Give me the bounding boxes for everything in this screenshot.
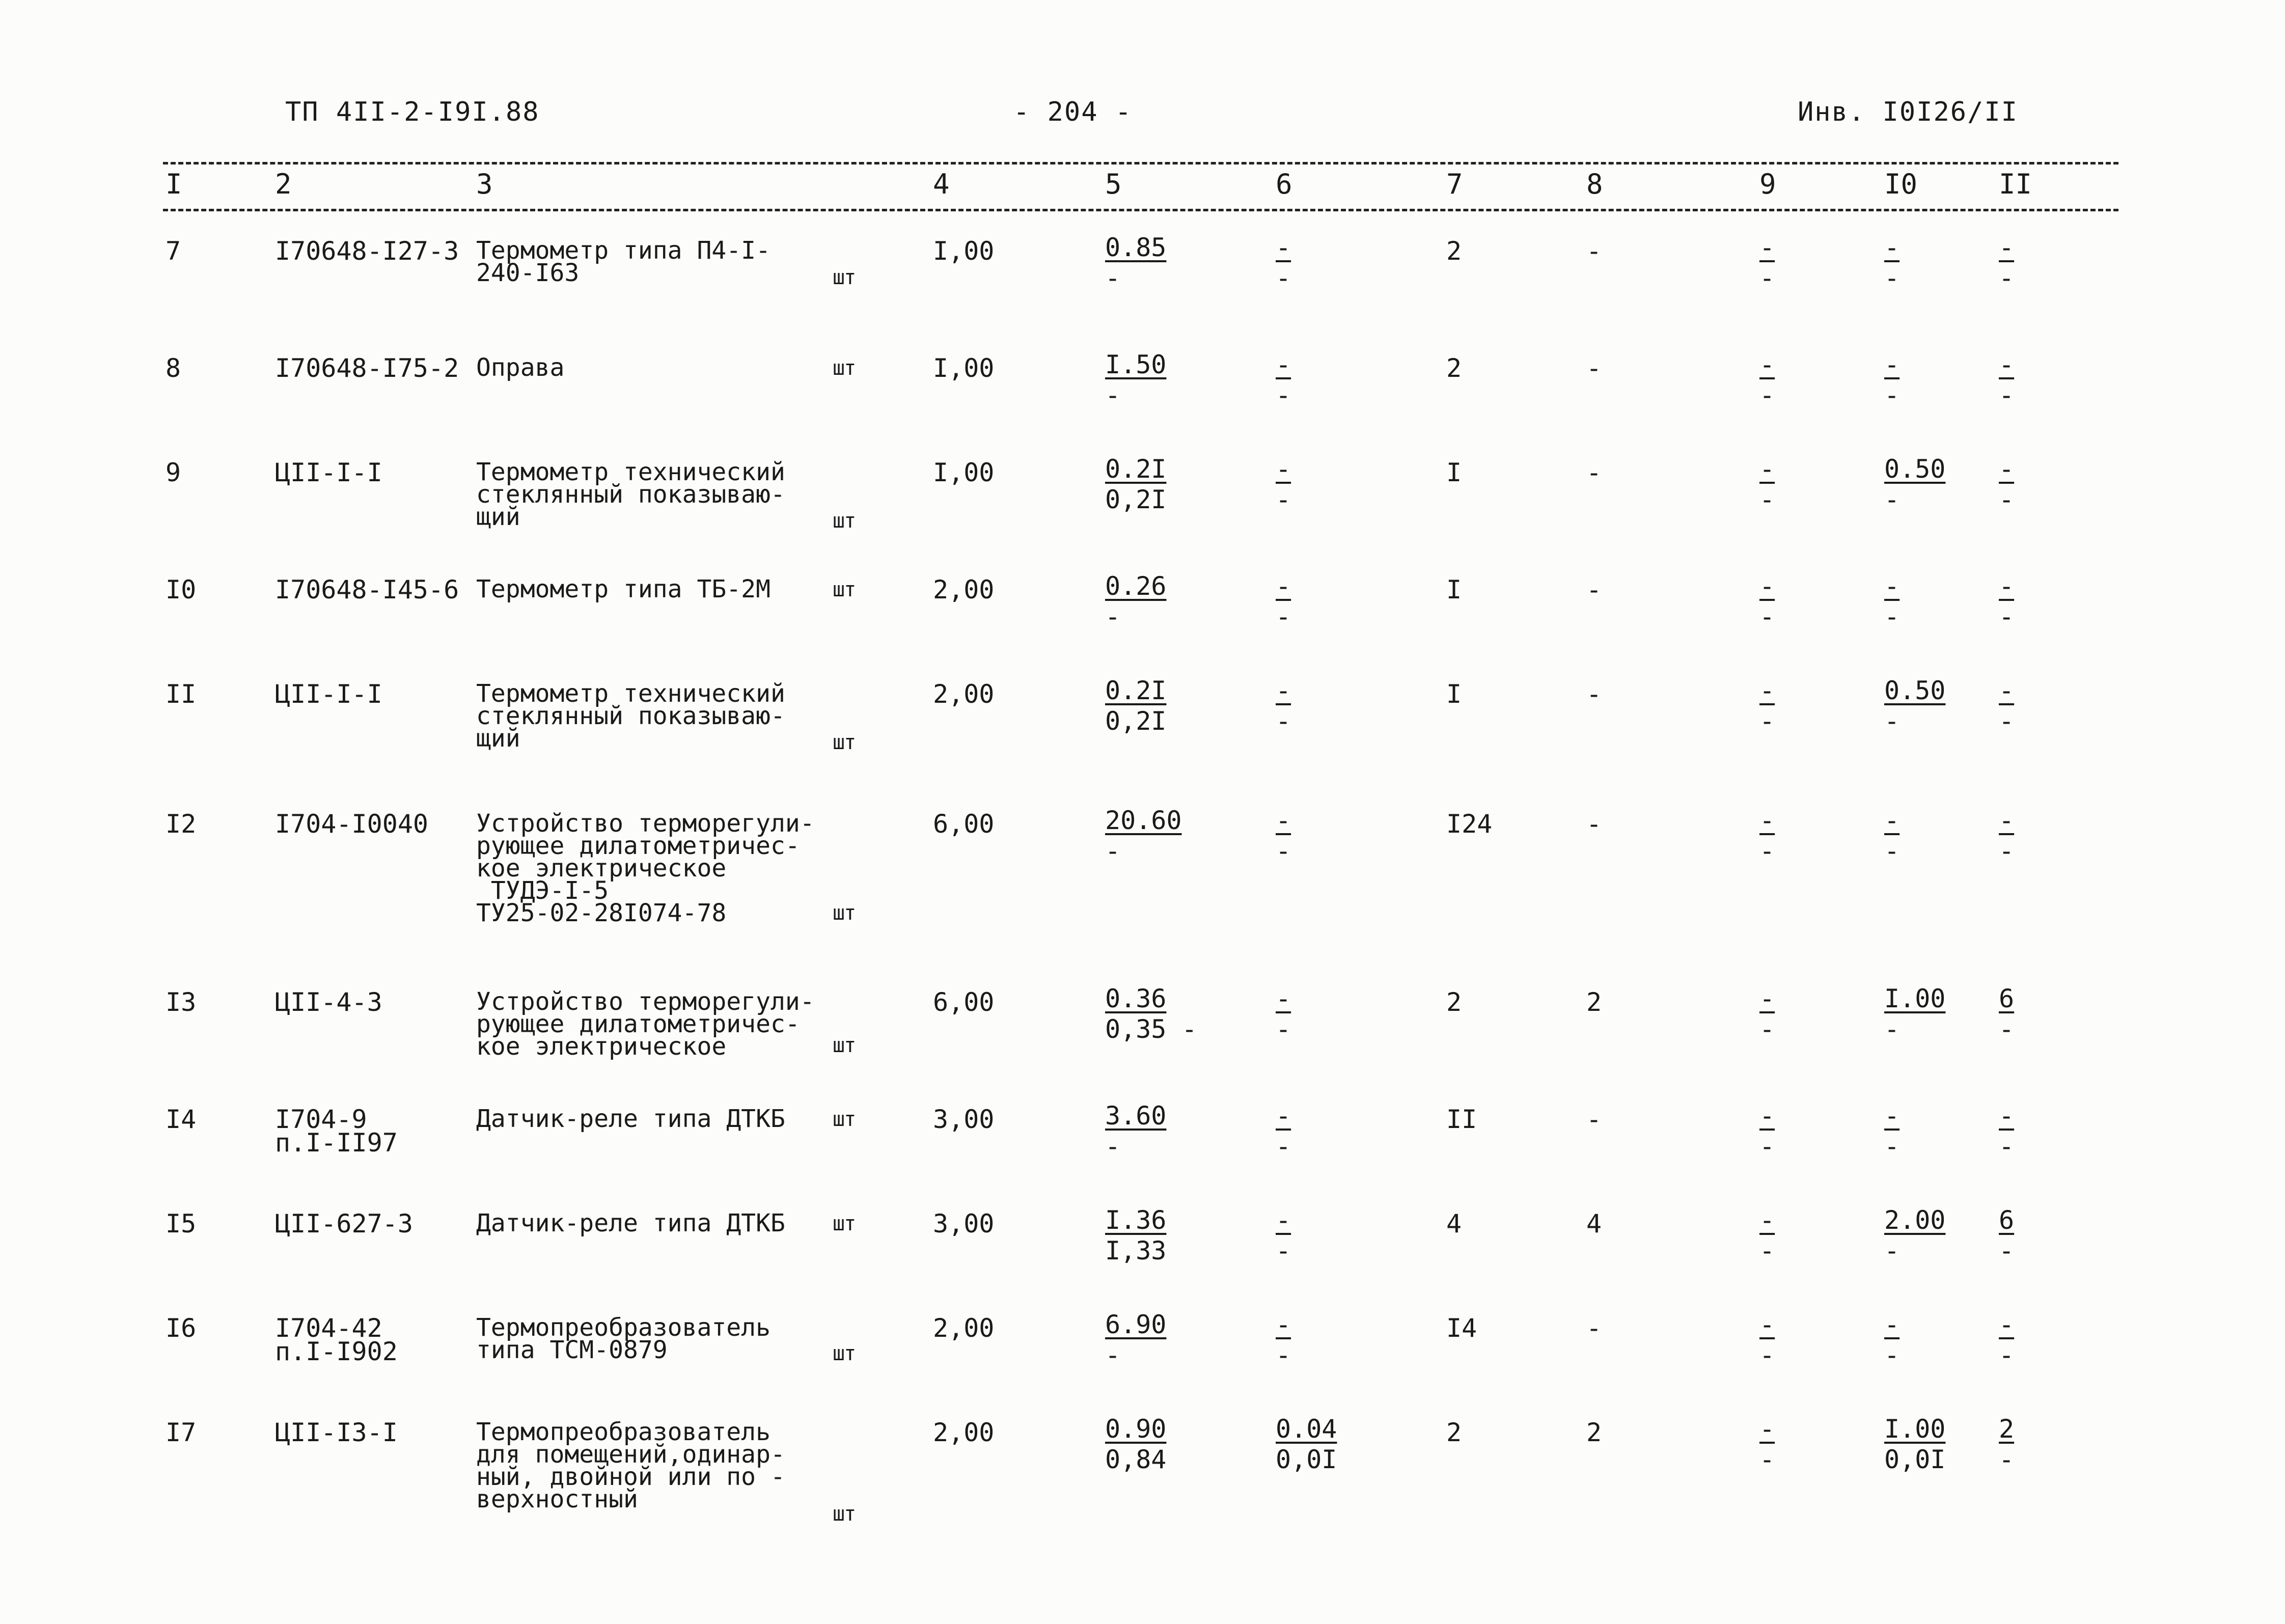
- col9-fraction: [1759, 805, 1775, 866]
- col6-fraction: [1276, 1100, 1291, 1162]
- col6-fraction-top: -: [1276, 676, 1291, 705]
- col6-fraction: [1276, 232, 1291, 293]
- col9-fraction: [1759, 1205, 1775, 1266]
- col10-fraction-top: -: [1884, 806, 1900, 835]
- inventory-number: Инв. I0I26/II: [1798, 97, 2018, 127]
- column-number: II: [1999, 168, 2032, 200]
- col6-fraction-bottom: 0,0I: [1276, 1445, 1337, 1474]
- row-number: I3: [166, 987, 197, 1017]
- col10-fraction-bottom: -: [1884, 1132, 1900, 1161]
- col10-fraction-top: I.00: [1884, 1414, 1946, 1444]
- col10-fraction: [1884, 675, 1945, 736]
- quantity: 3,00: [933, 1209, 995, 1238]
- col6-fraction-top: 0.04: [1276, 1414, 1337, 1444]
- col8-value: -: [1586, 679, 1602, 709]
- col11-fraction-bottom: -: [1999, 706, 2015, 736]
- col6-fraction-bottom: -: [1276, 706, 1291, 736]
- cost-fraction: [1105, 454, 1166, 515]
- col11-fraction-bottom: -: [1999, 380, 2015, 410]
- cost-fraction: [1105, 1414, 1166, 1475]
- col9-fraction: [1759, 675, 1775, 736]
- quantity: I,00: [933, 353, 995, 383]
- col9-fraction-top: -: [1759, 350, 1775, 379]
- col7-value: 2: [1446, 987, 1462, 1017]
- col10-fraction: [1884, 571, 1899, 632]
- unit-label: шт: [833, 356, 856, 380]
- item-name: Термопреобразователь типа ТСМ-0879: [476, 1313, 770, 1364]
- quantity: 6,00: [933, 809, 995, 839]
- cost-fraction-top: 0.2I: [1105, 454, 1167, 484]
- column-number: I: [166, 168, 182, 200]
- col10-fraction-bottom: -: [1884, 380, 1900, 410]
- col6-fraction: [1276, 805, 1291, 866]
- col6-fraction-bottom: -: [1276, 1014, 1291, 1044]
- item-code: I704-9 п.I-II97: [275, 1105, 398, 1158]
- quantity: 2,00: [933, 1313, 995, 1343]
- col6-fraction-bottom: -: [1276, 380, 1291, 410]
- col6-fraction-bottom: -: [1276, 836, 1291, 866]
- cost-fraction: [1105, 805, 1182, 866]
- col11-fraction-bottom: -: [1999, 1445, 2015, 1474]
- col10-fraction-bottom: -: [1884, 1236, 1900, 1265]
- item-name: Устройство терморегули- рующее дилатометричес- кое электрическое: [476, 987, 815, 1061]
- quantity: 2,00: [933, 575, 995, 604]
- col8-value: -: [1586, 809, 1602, 839]
- col6-fraction: [1276, 571, 1291, 632]
- col6-fraction: [1276, 983, 1291, 1044]
- col9-fraction-top: -: [1759, 1101, 1775, 1131]
- col10-fraction-top: 2.00: [1884, 1205, 1946, 1235]
- row-number: I2: [166, 809, 197, 839]
- header-rule-bottom: [163, 209, 2118, 211]
- col9-fraction-bottom: -: [1759, 380, 1775, 410]
- item-name: Термометр технический стеклянный показываю- щий: [476, 458, 785, 531]
- col11-fraction-bottom: -: [1999, 836, 2015, 866]
- item-name: Термометр типа П4-I- 240-I63: [476, 236, 770, 287]
- cost-fraction: [1105, 1309, 1166, 1370]
- col11-fraction: [1999, 454, 2014, 515]
- col8-value: -: [1586, 575, 1602, 604]
- col9-fraction: [1759, 349, 1775, 410]
- col11-fraction: [1999, 1309, 2014, 1370]
- col10-fraction: [1884, 805, 1899, 866]
- unit-label: шт: [833, 509, 856, 533]
- col7-value: I: [1446, 679, 1462, 709]
- item-code: ЦII-I-I: [275, 458, 382, 487]
- col10-fraction-bottom: -: [1884, 485, 1900, 514]
- col6-fraction: [1276, 1205, 1291, 1266]
- unit-label: шт: [833, 731, 856, 754]
- col9-fraction: [1759, 454, 1775, 515]
- item-code: I704-I0040: [275, 809, 429, 839]
- col10-fraction-top: I.00: [1884, 984, 1946, 1013]
- cost-fraction: [1105, 675, 1166, 736]
- col9-fraction: [1759, 1414, 1775, 1475]
- cost-fraction-top: 3.60: [1105, 1101, 1167, 1131]
- item-code: I70648-I27-3: [275, 236, 459, 266]
- cost-fraction-top: I.36: [1105, 1205, 1167, 1235]
- col10-fraction-top: 0.50: [1884, 676, 1946, 705]
- col9-fraction-top: -: [1759, 454, 1775, 484]
- col11-fraction-top: -: [1999, 1310, 2015, 1339]
- row-number: I6: [166, 1313, 197, 1343]
- cost-fraction-bottom: -: [1105, 380, 1121, 410]
- col9-fraction: [1759, 983, 1775, 1044]
- cost-fraction-bottom: I,33: [1105, 1236, 1167, 1265]
- cost-fraction: [1105, 983, 1197, 1044]
- col6-fraction: [1276, 1309, 1291, 1370]
- column-number: 8: [1586, 168, 1603, 200]
- column-number: I0: [1884, 168, 1918, 200]
- col11-fraction-bottom: -: [1999, 602, 2015, 631]
- col8-value: 4: [1586, 1209, 1602, 1238]
- cost-fraction-bottom: 0,84: [1105, 1445, 1167, 1474]
- column-number: 9: [1759, 168, 1776, 200]
- col9-fraction-top: -: [1759, 984, 1775, 1013]
- col6-fraction-bottom: -: [1276, 602, 1291, 631]
- col6-fraction-bottom: -: [1276, 1236, 1291, 1265]
- col6-fraction-top: -: [1276, 454, 1291, 484]
- col9-fraction-bottom: -: [1759, 1014, 1775, 1044]
- col8-value: -: [1586, 1105, 1602, 1134]
- cost-fraction-top: I.50: [1105, 350, 1167, 379]
- item-name: Термопреобразователь для помещений,одинар- ный, двойной или по - верхностный: [476, 1418, 785, 1513]
- col8-value: -: [1586, 236, 1602, 266]
- cost-fraction-bottom: -: [1105, 602, 1121, 631]
- col9-fraction-bottom: -: [1759, 602, 1775, 631]
- col8-value: 2: [1586, 1418, 1602, 1447]
- item-code: I70648-I45-6: [275, 575, 459, 604]
- col10-fraction-bottom: 0,0I: [1884, 1445, 1946, 1474]
- col11-fraction: [1999, 1100, 2014, 1162]
- row-number: I5: [166, 1209, 197, 1238]
- cost-fraction-bottom: 0,35 -: [1105, 1014, 1197, 1044]
- col11-fraction-bottom: -: [1999, 485, 2015, 514]
- col9-fraction-bottom: -: [1759, 263, 1775, 293]
- cost-fraction: [1105, 349, 1166, 410]
- col10-fraction: [1884, 983, 1945, 1044]
- col10-fraction-top: -: [1884, 233, 1900, 262]
- col11-fraction: [1999, 983, 2014, 1044]
- col11-fraction-top: -: [1999, 806, 2015, 835]
- cost-fraction-top: 20.60: [1105, 806, 1182, 835]
- item-code: ЦII-I3-I: [275, 1418, 398, 1447]
- row-number: I7: [166, 1418, 197, 1447]
- page-number: - 204 -: [1013, 97, 1133, 127]
- cost-fraction-bottom: -: [1105, 1132, 1121, 1161]
- col6-fraction-top: -: [1276, 806, 1291, 835]
- col6-fraction-bottom: -: [1276, 485, 1291, 514]
- cost-fraction-bottom: -: [1105, 836, 1121, 866]
- col7-value: I: [1446, 575, 1462, 604]
- col11-fraction-top: 2: [1999, 1414, 2015, 1444]
- col11-fraction-top: -: [1999, 350, 2015, 379]
- col6-fraction-bottom: -: [1276, 1132, 1291, 1161]
- col10-fraction-bottom: -: [1884, 263, 1900, 293]
- header-rule-top: [163, 162, 2118, 164]
- col11-fraction: [1999, 232, 2014, 293]
- col11-fraction: [1999, 1414, 2014, 1475]
- col10-fraction-top: -: [1884, 1310, 1900, 1339]
- col9-fraction-top: -: [1759, 806, 1775, 835]
- col9-fraction-bottom: -: [1759, 1340, 1775, 1370]
- unit-label: шт: [833, 1342, 856, 1365]
- quantity: 3,00: [933, 1105, 995, 1134]
- col10-fraction-bottom: -: [1884, 836, 1900, 866]
- col10-fraction-bottom: -: [1884, 602, 1900, 631]
- col6-fraction-bottom: -: [1276, 1340, 1291, 1370]
- unit-label: шт: [833, 578, 856, 601]
- row-number: I4: [166, 1105, 197, 1134]
- col9-fraction-bottom: -: [1759, 1132, 1775, 1161]
- cost-fraction-bottom: 0,2I: [1105, 706, 1167, 736]
- cost-fraction-top: 0.90: [1105, 1414, 1167, 1444]
- cost-fraction-top: 0.2I: [1105, 676, 1167, 705]
- col9-fraction-top: -: [1759, 233, 1775, 262]
- quantity: 2,00: [933, 1418, 995, 1447]
- col9-fraction: [1759, 1100, 1775, 1162]
- column-number: 5: [1105, 168, 1122, 200]
- cost-fraction-bottom: -: [1105, 1340, 1121, 1370]
- col6-fraction-top: -: [1276, 350, 1291, 379]
- col9-fraction: [1759, 232, 1775, 293]
- item-name: Термометр технический стеклянный показываю- щий: [476, 679, 785, 753]
- col9-fraction-bottom: -: [1759, 1445, 1775, 1474]
- col6-fraction-top: -: [1276, 1101, 1291, 1131]
- col9-fraction-bottom: -: [1759, 485, 1775, 514]
- col10-fraction: [1884, 1309, 1899, 1370]
- item-name: Оправа: [476, 353, 565, 382]
- col11-fraction-top: 6: [1999, 984, 2015, 1013]
- col7-value: 2: [1446, 236, 1462, 266]
- cost-fraction: [1105, 1205, 1166, 1266]
- col7-value: I: [1446, 458, 1462, 487]
- row-number: II: [166, 679, 197, 709]
- cost-fraction-top: 6.90: [1105, 1310, 1167, 1339]
- col11-fraction-bottom: -: [1999, 1014, 2015, 1044]
- quantity: 6,00: [933, 987, 995, 1017]
- col7-value: I24: [1446, 809, 1493, 839]
- col10-fraction: [1884, 1205, 1945, 1266]
- col11-fraction: [1999, 349, 2014, 410]
- col6-fraction: [1276, 454, 1291, 515]
- col10-fraction-bottom: -: [1884, 1340, 1900, 1370]
- unit-label: шт: [833, 901, 856, 925]
- col11-fraction-bottom: -: [1999, 1236, 2015, 1265]
- col11-fraction-bottom: -: [1999, 263, 2015, 293]
- col6-fraction: [1276, 675, 1291, 736]
- item-name: Датчик-реле типа ДТКБ: [476, 1105, 785, 1133]
- col11-fraction-top: -: [1999, 1101, 2015, 1131]
- column-number: 7: [1446, 168, 1463, 200]
- col6-fraction-bottom: -: [1276, 263, 1291, 293]
- col10-fraction-bottom: -: [1884, 1014, 1900, 1044]
- unit-label: шт: [833, 266, 856, 289]
- item-code: ЦII-4-3: [275, 987, 382, 1017]
- col9-fraction-top: -: [1759, 571, 1775, 601]
- row-number: I0: [166, 575, 197, 604]
- col10-fraction: [1884, 1100, 1899, 1162]
- col11-fraction: [1999, 805, 2014, 866]
- col6-fraction: [1276, 349, 1291, 410]
- col9-fraction-top: -: [1759, 1414, 1775, 1444]
- cost-fraction-top: 0.26: [1105, 571, 1167, 601]
- item-name: Термометр типа ТБ-2М: [476, 575, 770, 603]
- col11-fraction-bottom: -: [1999, 1340, 2015, 1370]
- col11-fraction-top: -: [1999, 676, 2015, 705]
- col11-fraction: [1999, 571, 2014, 632]
- col6-fraction-top: -: [1276, 984, 1291, 1013]
- col11-fraction: [1999, 675, 2014, 736]
- item-code: ЦII-I-I: [275, 679, 382, 709]
- cost-fraction: [1105, 571, 1166, 632]
- col8-value: -: [1586, 1313, 1602, 1343]
- row-number: 9: [166, 458, 181, 487]
- col9-fraction-bottom: -: [1759, 836, 1775, 866]
- item-name: Устройство терморегули- рующее дилатометричес- кое электрическое ТУДЭ-I-5 ТУ25-02-28I074-78: [476, 809, 815, 927]
- col9-fraction-top: -: [1759, 1205, 1775, 1235]
- cost-fraction-bottom: -: [1105, 263, 1121, 293]
- col11-fraction-bottom: -: [1999, 1132, 2015, 1161]
- item-code: I70648-I75-2: [275, 353, 459, 383]
- col10-fraction-bottom: -: [1884, 706, 1900, 736]
- col11-fraction-top: -: [1999, 454, 2015, 484]
- col7-value: II: [1446, 1105, 1477, 1134]
- col8-value: 2: [1586, 987, 1602, 1017]
- col6-fraction-top: -: [1276, 1310, 1291, 1339]
- quantity: 2,00: [933, 679, 995, 709]
- cost-fraction-top: 0.85: [1105, 233, 1167, 262]
- col7-value: 2: [1446, 353, 1462, 383]
- cost-fraction-bottom: 0,2I: [1105, 485, 1167, 514]
- col9-fraction-bottom: -: [1759, 1236, 1775, 1265]
- unit-label: шт: [833, 1212, 856, 1235]
- col10-fraction-top: -: [1884, 1101, 1900, 1131]
- col10-fraction: [1884, 454, 1945, 515]
- col9-fraction-top: -: [1759, 676, 1775, 705]
- col6-fraction-top: -: [1276, 571, 1291, 601]
- col9-fraction: [1759, 571, 1775, 632]
- col9-fraction-top: -: [1759, 1310, 1775, 1339]
- column-number: 4: [933, 168, 950, 200]
- cost-fraction: [1105, 232, 1166, 293]
- col11-fraction-top: 6: [1999, 1205, 2015, 1235]
- col10-fraction-top: -: [1884, 571, 1900, 601]
- cost-fraction: [1105, 1100, 1166, 1162]
- unit-label: шт: [833, 1108, 856, 1131]
- quantity: I,00: [933, 236, 995, 266]
- column-number: 2: [275, 168, 292, 200]
- col6-fraction: [1276, 1414, 1337, 1475]
- col11-fraction: [1999, 1205, 2014, 1266]
- col6-fraction-top: -: [1276, 1205, 1291, 1235]
- col10-fraction: [1884, 1414, 1945, 1475]
- col10-fraction-top: 0.50: [1884, 454, 1946, 484]
- col9-fraction-bottom: -: [1759, 706, 1775, 736]
- column-number: 3: [476, 168, 493, 200]
- unit-label: шт: [833, 1034, 856, 1057]
- row-number: 7: [166, 236, 181, 266]
- row-number: 8: [166, 353, 181, 383]
- cost-fraction-top: 0.36: [1105, 984, 1167, 1013]
- col6-fraction-top: -: [1276, 233, 1291, 262]
- col7-value: I4: [1446, 1313, 1477, 1343]
- item-name: Датчик-реле типа ДТКБ: [476, 1209, 785, 1237]
- col9-fraction: [1759, 1309, 1775, 1370]
- col7-value: 4: [1446, 1209, 1462, 1238]
- col11-fraction-top: -: [1999, 233, 2015, 262]
- col10-fraction-top: -: [1884, 350, 1900, 379]
- item-code: I704-42 п.I-I902: [275, 1313, 398, 1366]
- item-code: ЦII-627-3: [275, 1209, 413, 1238]
- col8-value: -: [1586, 353, 1602, 383]
- col10-fraction: [1884, 349, 1899, 410]
- column-number: 6: [1276, 168, 1292, 200]
- document-code: ТП 4II-2-I9I.88: [285, 97, 540, 127]
- col8-value: -: [1586, 458, 1602, 487]
- col10-fraction: [1884, 232, 1899, 293]
- quantity: I,00: [933, 458, 995, 487]
- col7-value: 2: [1446, 1418, 1462, 1447]
- unit-label: шт: [833, 1502, 856, 1526]
- col11-fraction-top: -: [1999, 571, 2015, 601]
